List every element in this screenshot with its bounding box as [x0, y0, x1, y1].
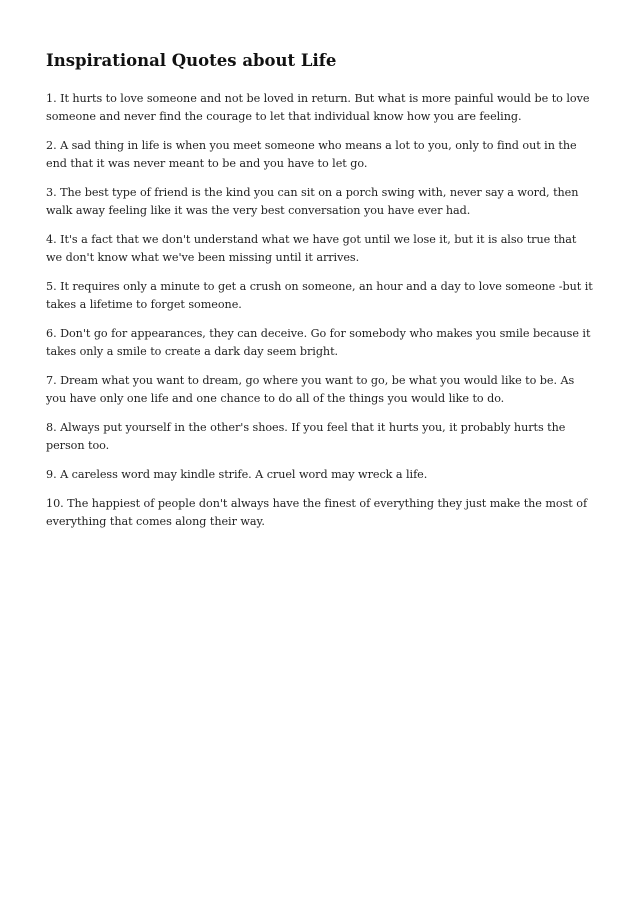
quote-item: 9. A careless word may kindle strife. A cruel word may wreck a life. — [46, 468, 428, 481]
page-title: Inspirational Quotes about Life — [46, 51, 337, 70]
quote-list — [46, 90, 594, 531]
quote-item: 5. It requires only a minute to get a crush on someone, an hour and a day to love someone -but it takes a lifetime to forget someone. — [46, 280, 593, 311]
quote-item: 8. Always put yourself in the other's shoes. If you feel that it hurts you, it probably hurts the person too. — [46, 421, 566, 452]
quote-item: 1. It hurts to love someone and not be loved in return. But what is more painful would be to love someone and never find the courage to let that individual know how you are feeling. — [46, 92, 590, 123]
quote-item: 10. The happiest of people don't always have the finest of everything they just make the most of everything that comes along their way. — [46, 497, 588, 528]
quote-item: 7. Dream what you want to dream, go where you want to go, be what you would like to be. As you have only one life and one chance to do all of the things you would like to do. — [46, 374, 575, 405]
quote-item: 2. A sad thing in life is when you meet someone who means a lot to you, only to find out in the end that it was never meant to be and you have to let go. — [46, 139, 577, 170]
quote-item: 4. It's a fact that we don't understand what we have got until we lose it, but it is also true that we don't know what we've been missing until it arrives. — [46, 233, 577, 264]
quote-item: 6. Don't go for appearances, they can deceive. Go for somebody who makes you smile because it takes only a smile to create a dark day seem bright. — [46, 327, 591, 358]
quote-item: 3. The best type of friend is the kind you can sit on a porch swing with, never say a word, then walk away feeling like it was the very best conversation you have ever had. — [46, 186, 579, 217]
document-page — [46, 50, 594, 542]
